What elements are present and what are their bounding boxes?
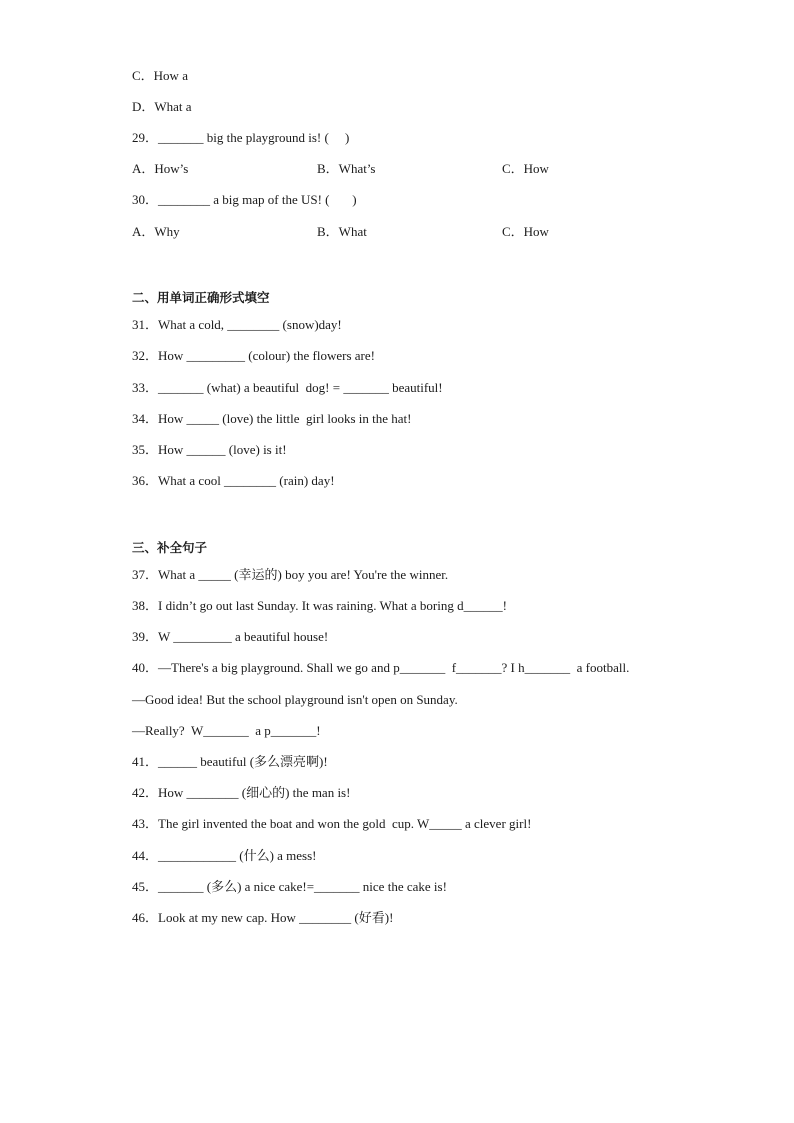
question-37: 37．What a _____ (幸运的) boy you are! You're the winner. bbox=[132, 567, 449, 582]
question-46: 46．Look at my new cap. How ________ (好看)! bbox=[132, 910, 394, 925]
question-31: 31．What a cold, ________ (snow)day! bbox=[132, 317, 342, 332]
question-36: 36．What a cool ________ (rain) day! bbox=[132, 473, 335, 488]
question-38: 38．I didn’t go out last Sunday. It was raining. What a boring d______! bbox=[132, 598, 507, 613]
section-3-title: 三、补全句子 bbox=[132, 540, 208, 555]
q30-option-c: C．How bbox=[502, 224, 549, 239]
question-45: 45．_______ (多么) a nice cake!=_______ nice the cake is! bbox=[132, 879, 447, 894]
question-40-dialog-line-2: —Good idea! But the school playground isn't open on Sunday. bbox=[132, 692, 458, 707]
question-40-dialog-line-3: —Really? W_______ a p_______! bbox=[132, 723, 321, 738]
question-29: 29．_______ big the playground is! ( ) bbox=[132, 130, 350, 145]
question-34: 34．How _____ (love) the little girl looks in the hat! bbox=[132, 411, 412, 426]
question-35: 35．How ______ (love) is it! bbox=[132, 442, 287, 457]
q30-option-b: B．What bbox=[317, 224, 367, 239]
question-42: 42．How ________ (细心的) the man is! bbox=[132, 785, 351, 800]
option-c: C．How a bbox=[132, 68, 188, 83]
question-40: 40．—There's a big playground. Shall we go and p_______ f_______? I h_______ a football. bbox=[132, 660, 630, 675]
option-d: D．What a bbox=[132, 99, 192, 114]
q29-option-c: C．How bbox=[502, 161, 549, 176]
question-44: 44．____________ (什么) a mess! bbox=[132, 848, 317, 863]
q30-option-a: A．Why bbox=[132, 224, 180, 239]
question-30: 30．________ a big map of the US! ( ) bbox=[132, 192, 357, 207]
question-41: 41．______ beautiful (多么漂亮啊)! bbox=[132, 754, 328, 769]
question-32: 32．How _________ (colour) the flowers are! bbox=[132, 348, 375, 363]
q29-option-a: A．How’s bbox=[132, 161, 189, 176]
q29-option-b: B．What’s bbox=[317, 161, 376, 176]
question-43: 43．The girl invented the boat and won the gold cup. W_____ a clever girl! bbox=[132, 816, 532, 831]
question-39: 39．W _________ a beautiful house! bbox=[132, 629, 329, 644]
question-33: 33．_______ (what) a beautiful dog! = _______ beautiful! bbox=[132, 380, 443, 395]
section-2-title: 二、用单词正确形式填空 bbox=[132, 290, 270, 305]
